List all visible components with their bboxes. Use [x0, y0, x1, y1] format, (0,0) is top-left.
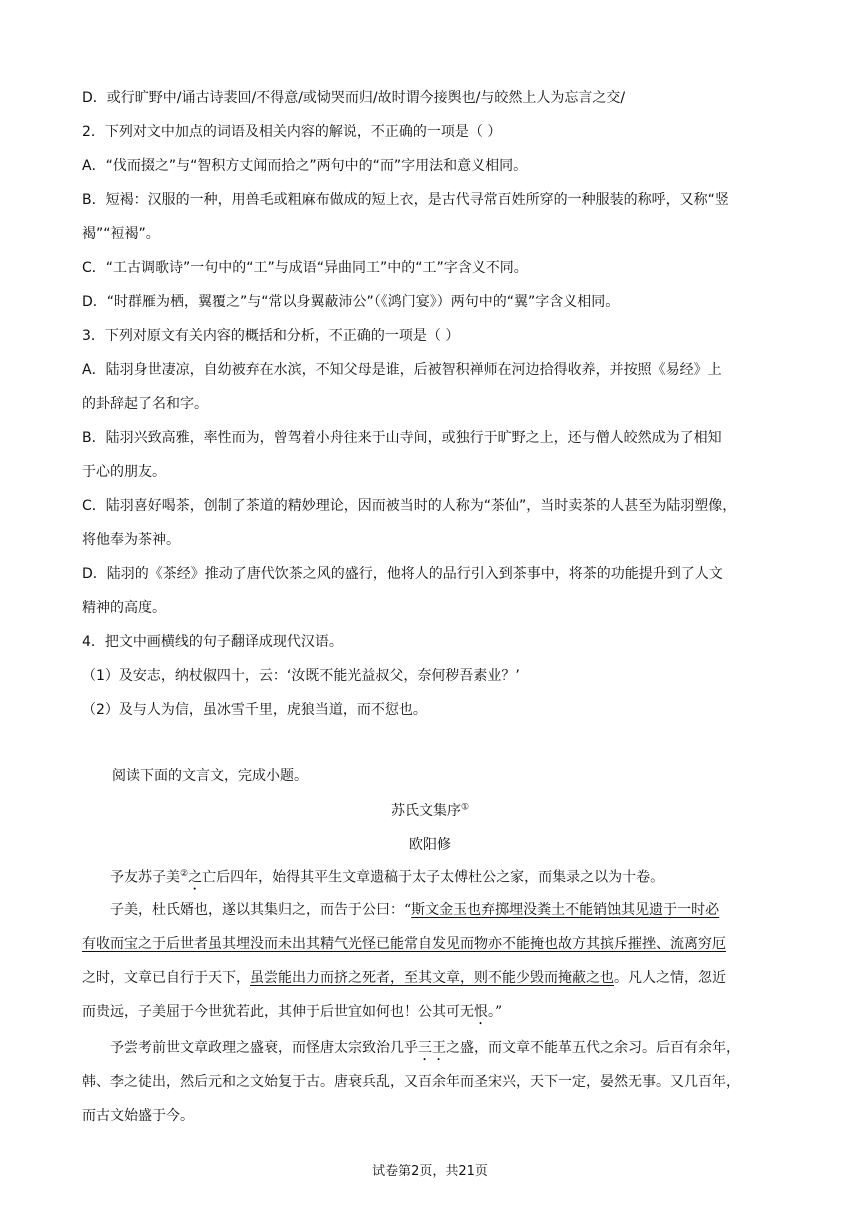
- q2-option-d: D．“时群雁为栖，翼覆之”与“常以身翼蔽沛公”（《鸿门宴》）两句中的“翼”字含义相同。: [82, 294, 620, 310]
- p2-l3-text-a: 之时，文章已自行于天下，: [82, 970, 250, 986]
- p1-part-c: 亡后四年，始得其平生文章遗稿于太子太傅杜公之家，而集录之以为十卷。: [202, 869, 665, 886]
- q3-option-a-line1: A．陆羽身世凄凉，自幼被弃在水滨，不知父母是谁，后被智积禅师在河边拾得收养，并按照《易经》上: [82, 362, 722, 378]
- passage-paragraph-2-line4: [82, 1002, 782, 1028]
- q3-option-d-line2: 精神的高度。: [82, 600, 166, 616]
- passage-paragraph-3-line2: 韩、李之徒出，然后元和之文始复于古。唐衰兵乱，又百余年而圣宋兴，天下一定，晏然无事。又几百年，: [82, 1074, 740, 1090]
- passage-title: [0, 800, 860, 820]
- passage-title-text: 苏氏文集序: [390, 803, 461, 819]
- p2-l3-text-b: 。凡人之情，忽近: [614, 970, 726, 986]
- q3-option-b-line1: B．陆羽兴致高雅，率性而为，曾驾着小舟往来于山寺间，或独行于旷野之上，还与僧人皎然成为了相知: [82, 430, 722, 446]
- p2-l1-text: 子美，杜氏婿也，遂以其集归之，而告于公曰：“: [110, 902, 412, 918]
- reading-intro: 阅读下面的文言文，完成小题。: [112, 768, 308, 784]
- q2-option-b-line2: 褐”“裋褐”。: [82, 226, 160, 242]
- q2-option-a: A．“伐而掇之”与“智积方丈闻而拾之”两句中的“而”字用法和意义相同。: [82, 158, 528, 174]
- q3-option-d-line1: D．陆羽的《茶经》推动了唐代饮茶之风的盛行，他将人的品行引入到茶事中，将茶的功能提升到了人文: [82, 566, 723, 582]
- passage-paragraph-3-line1: [82, 1038, 782, 1064]
- q4-stem: 4．把文中画横线的句子翻译成现代汉语。: [82, 634, 343, 650]
- p3-l1-dotted: 三王: [418, 1040, 446, 1056]
- q2-stem: 2．下列对文中加点的词语及相关内容的解说，不正确的一项是（ ）: [82, 124, 502, 140]
- q4-sentence-1: （1）及安志，纳杖俶四十，云：‘汝既不能光益叔父，奈何秽吾素业？’: [82, 668, 520, 684]
- q2-option-b-line1: B．短褐：汉服的一种，用兽毛或粗麻布做成的短上衣，是古代寻常百姓所穿的一种服装的称呼，又称“竖: [82, 192, 729, 208]
- passage-author: 欧阳修: [409, 837, 451, 853]
- passage-paragraph-2-line3: [82, 968, 782, 988]
- q2-option-c: C．“工古调歌诗”一句中的“工”与成语“异曲同工”中的“工”字含义不同。: [82, 260, 528, 276]
- q3-stem: 3．下列对原文有关内容的概括和分析，不正确的一项是（ ）: [82, 328, 460, 344]
- passage-paragraph-3-line3: 而古文始盛于今。: [82, 1108, 194, 1124]
- q3-option-c-line1: C．陆羽喜好喝茶，创制了茶道的精妙理论，因而被当时的人称为“茶仙”，当时卖茶的人甚至为陆羽塑像，: [82, 498, 737, 514]
- q4-sentence-2: （2）及与人为信，虽冰雪千里，虎狼当道，而不愆也。: [82, 702, 427, 718]
- q3-option-c-line2: 将他奉为茶神。: [82, 532, 180, 548]
- p2-l1-underlined: 斯文金玉也弃掷埋没粪土不能销蚀其见遗于一时必: [411, 902, 720, 918]
- p3-l1-text-a: 予尝考前世文章政理之盛衰，而怪唐太宗致治几乎: [110, 1040, 418, 1056]
- p2-l4-text-b: 。”: [488, 1004, 503, 1020]
- p3-l1-text-b: 之盛，而文章不能革五代之余习。后百有余年，: [446, 1040, 740, 1056]
- passage-paragraph-2-line2: [82, 934, 782, 954]
- p1-part-a: 予友苏子美: [110, 869, 180, 886]
- p2-l2-underlined: 有收而宝之于后世者虽其埋没而未出其精气光怪已能常自发见而物亦不能掩也故方其摈斥摧挫、流离穷厄: [82, 936, 726, 952]
- title-footnote-mark: ①: [460, 802, 470, 813]
- passage-paragraph-2-line1: [82, 900, 782, 920]
- p2-l4-text-a: 而贵远，子美屈于今世犹若此，其伸于后世宜如何也！公其可无: [82, 1004, 474, 1020]
- q3-option-b-line2: 于心的朋友。: [82, 464, 166, 480]
- p1-footnote-mark: ②: [180, 869, 189, 879]
- page-footer: 试卷第2页，共21页: [372, 1164, 488, 1179]
- q1-option-d: D．或行旷野中/诵古诗裴回/不得意/或恸哭而归/故时谓今接舆也/与皎然上人为忘言之交/: [82, 90, 626, 106]
- p2-l4-dotted: 恨: [474, 1004, 488, 1020]
- p2-l3-underlined: 虽尝能出力而挤之死者，至其文章，则不能少毁而掩蔽之也: [250, 970, 614, 986]
- passage-paragraph-1: [82, 864, 782, 894]
- p1-dotted-char: 之: [188, 869, 203, 886]
- q3-option-a-line2: 的卦辞起了名和字。: [82, 396, 208, 412]
